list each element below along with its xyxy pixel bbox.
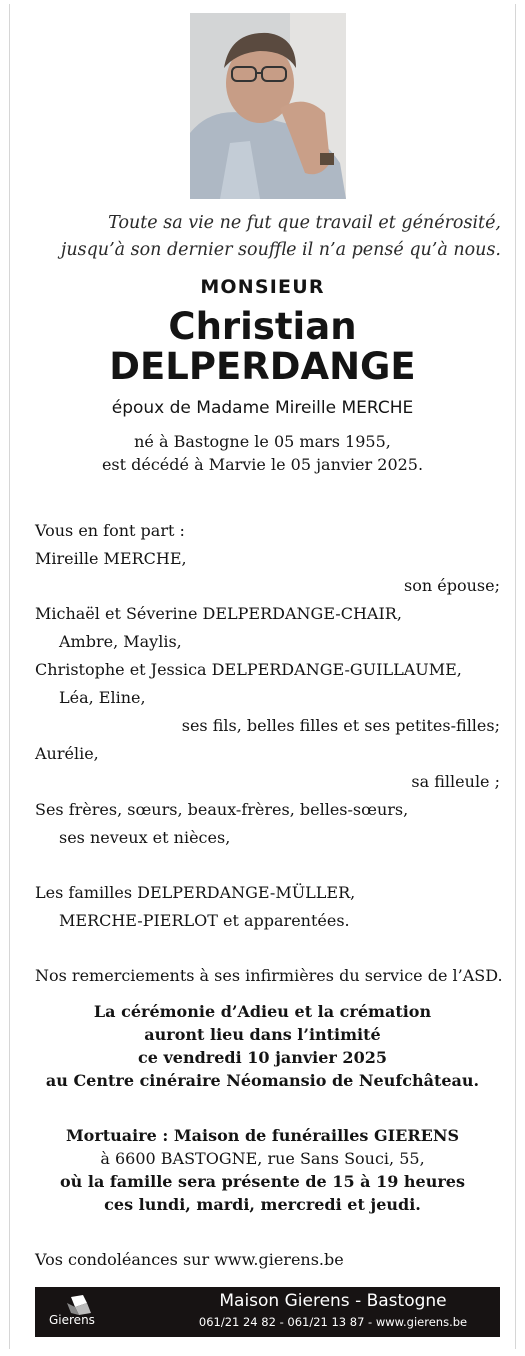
mortuary-line-2: à 6600 BASTOGNE, rue Sans Souci, 55, [100,1149,425,1168]
families-line-1: Les familles DELPERDANGE-MÜLLER, [35,883,356,902]
goddaughter-name: Aurélie, [35,744,99,763]
spouse-name: Mireille MERCHE, [35,549,187,568]
mortuary-block [0,1124,525,1216]
son1-children: Ambre, Maylis, [59,632,182,651]
thanks-line: Nos remerciements à ses infirmières du service de l’ASD. [35,966,503,985]
son2-children: Léa, Eline, [59,688,146,707]
nephews-line: ses neveux et nièces, [59,828,231,847]
mortuary-line-1: Mortuaire : Maison de funérailles GIERENS [65,1126,460,1145]
first-name: Christian [168,305,357,348]
banner-title: Maison Gierens - Bastogne [219,1291,447,1311]
mortuary-line-3: où la famille sera présente de 15 à 19 heures [60,1172,465,1191]
logo-text: Gierens [49,1313,95,1327]
death-line: est décédé à Marvie le 05 janvier 2025. [101,455,424,474]
quote-line-1: Toute sa vie ne fut que travail et générosité, [108,213,501,233]
banner-contact: 061/21 24 82 - 061/21 13 87 - www.gierens.be [198,1315,468,1329]
ceremony-line-3: ce vendredi 10 janvier 2025 [138,1048,387,1067]
ceremony-block [0,1000,525,1092]
ceremony-line-1: La cérémonie d’Adieu et la crémation [93,1002,432,1021]
ceremony-line-4: au Centre cinéraire Néomansio de Neufchâteau. [45,1071,480,1090]
birth-line: né à Bastogne le 05 mars 1955, [134,432,391,451]
son2-line: Christophe et Jessica DELPERDANGE-GUILLAUME, [35,660,462,679]
ceremony-line-2: auront lieu dans l’intimité [144,1025,381,1044]
families-line-2: MERCHE-PIERLOT et apparentées. [59,911,350,930]
mortuary-line-4: ces lundi, mardi, mercredi et jeudi. [104,1195,421,1214]
condolences-line: Vos condoléances sur www.gierens.be [35,1250,344,1269]
goddaughter-role: sa filleule ; [411,772,500,791]
birth-death-info [0,430,525,476]
spouse-line: époux de Madame Mireille MERCHE [111,398,414,418]
last-name: DELPERDANGE [109,345,416,388]
sons-role: ses fils, belles filles et ses petites-filles; [181,716,500,735]
title-monsieur: MONSIEUR [200,276,325,298]
siblings-line: Ses frères, sœurs, beaux-frères, belles-sœurs, [35,800,409,819]
portrait-photo [190,13,346,199]
son1-line: Michaël et Séverine DELPERDANGE-CHAIR, [35,604,402,623]
quote-line-2: jusqu’à son dernier souffle il n’a pensé qu’à nous. [60,240,501,260]
funeral-home-banner [35,1287,500,1337]
family-intro: Vous en font part : [35,521,185,540]
spouse-role: son épouse; [404,576,500,595]
